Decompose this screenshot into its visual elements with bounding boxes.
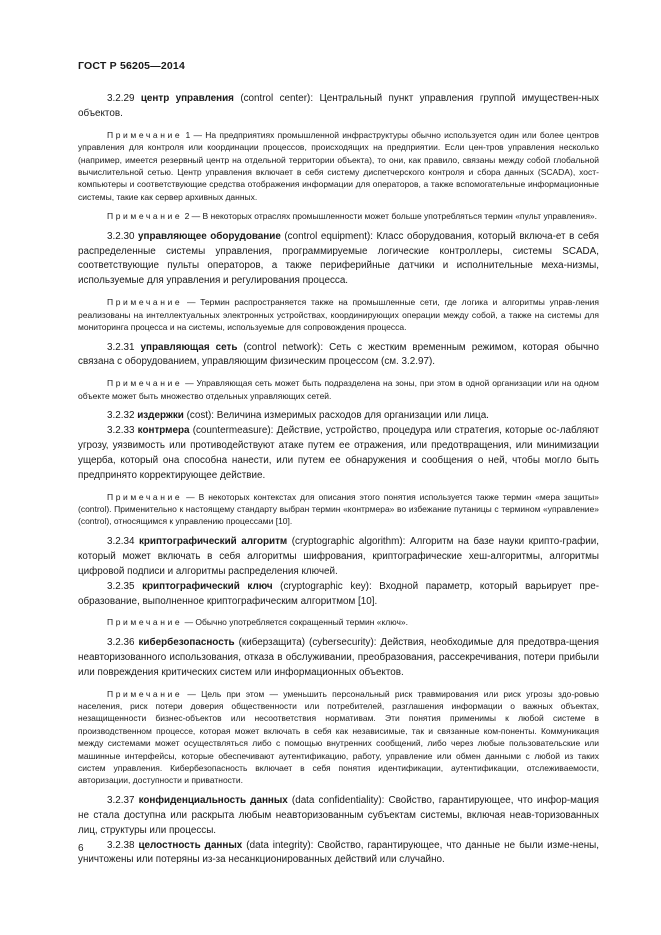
note-paragraph — [78, 129, 599, 203]
term-name: контрмера — [137, 425, 190, 437]
term-definition — [78, 341, 599, 371]
term-name: центр управления — [140, 93, 234, 104]
document-header: ГОСТ Р 56205—2014 — [78, 60, 186, 72]
term-number: 3.2.36 — [107, 636, 139, 648]
note-text: 1 — На предприятиях промышленной инфраструктуры обычно используется один или более центров управления для контроля или координации процессов, происходящих на предприятии. Если цен-тров управления несколько (например, имеется резервный центр на отдельной территории объекта), то они, как правило, связаны между собой глобальной вычислительной сетью. Центр управления включает в себя систему диспетчерского контроля и сбора данных (SCADA), хост-компьютеры и соответствующие средства отображения информации для операторов, а также вспомогательные информационные системы, такие как сервер архивных данных. — [78, 129, 599, 202]
note-label: Примечание — [107, 688, 183, 699]
note-paragraph — [78, 616, 599, 628]
term-number: 3.2.34 — [107, 535, 139, 547]
term-number: 3.2.31 — [107, 341, 141, 353]
note-paragraph — [78, 377, 599, 402]
term-name: криптографический алгоритм — [138, 535, 288, 547]
note-text: — Термин распространяется также на промышленные сети, где логика и алгоритмы управ-ления реализованы на интеллектуальных электронных устройствах, координирующих операции между собой, а также на системы для мониторинга процесса и на системы, используемые для сопровождения процесса. — [78, 297, 599, 333]
term-number: 3.2.30 — [107, 230, 138, 242]
term-number: 3.2.35 — [107, 580, 143, 592]
term-definition — [78, 580, 599, 610]
term-definition — [78, 794, 599, 839]
note-label: Примечание — [107, 378, 183, 389]
note-label: Примечание — [107, 297, 183, 308]
term-text: (control network): Сеть с жестким временным режимом, которая обычно связана с оборудованием, управляющим физическим процессом (см. 3.2.97). — [78, 341, 599, 368]
term-definition — [78, 535, 599, 580]
document-body — [78, 92, 599, 875]
note-label: Примечание — [107, 129, 183, 140]
term-definition — [78, 230, 599, 290]
note-paragraph — [78, 296, 599, 333]
term-number: 3.2.32 — [107, 410, 138, 422]
term-text: (control equipment): Класс оборудования, который включа-ет в себя распределенные системы управления, программируемые логические контроллеры, системы SCADA, соответствующие пульты операторов, а также периферийные датчики и исполнительные меха-низмы, используемые для управления и регулирования процесса. — [78, 230, 599, 287]
term-text: (data confidentiality): Свойство, гарантирующее, что инфор-мация не стала доступна или раскрыта любым неавторизованным субъектам системы, включая неав-торизованных лиц, структуры или процессы. — [78, 794, 599, 836]
term-text: (киберзащита) (cybersecurity): Действия, необходимые для предотвра-щения неавторизованного использования, отказа в обслуживании, преобразования, рассекречивания, потери прибыли или повреждения критических систем или информационных объектов. — [78, 636, 599, 678]
term-text: (cryptographic algorithm): Алгоритм на базе науки крипто-графии, который может включать в себя алгоритмы шифрования, криптографические хеш-алгоритмы, алгоритмы цифровой подписи и алгоритмы распределения ключей. — [78, 535, 600, 577]
term-text: (data integrity): Свойство, гарантирующее, что данные не были изме-нены, уничтожены или потеряны из-за несанкционированных действий или случайно. — [78, 839, 599, 866]
note-paragraph — [78, 491, 599, 528]
note-text: — Обычно употребляется сокращенный термин «ключ». — [182, 617, 408, 628]
note-text: — Управляющая сеть может быть подразделена на зоны, при этом в одной организации или на одном объекте может быть множество отдельных управляющих сетей. — [78, 378, 599, 401]
term-name: целостность данных — [138, 839, 243, 851]
term-text: (control center): Центральный пункт управления группой имуществен-ных объектов. — [78, 93, 599, 119]
note-text: — В некоторых контекстах для описания этого понятия используется также термин «мера защиты» (control). Применительно к настоящему стандарту выбран термин «контрмера» во избежание путаницы с термином «управление» (control), относящимся к управлению процессами [10]. — [78, 491, 599, 527]
term-name: издержки — [137, 410, 184, 422]
term-name: управляющая сеть — [140, 341, 238, 353]
term-name: управляющее оборудование — [138, 230, 281, 242]
page-number: 6 — [78, 843, 84, 854]
term-text: (countermeasure): Действие, устройство, процедура или стратегия, которые ос-лабляют угрозу, уязвимость или противодействуют атаке путем ее отражения, или предотвращения, или минимизации ущерба, который она способна нанести, или путем ее обнаружения и сообщения о ней, чтобы могло быть предпринято корректирующее действие. — [78, 425, 599, 481]
note-paragraph — [78, 688, 599, 787]
term-text: (cost): Величина измеримых расходов для организации или лица. — [183, 410, 489, 422]
term-number: 3.2.33 — [107, 425, 138, 437]
term-name: конфиденциальность данных — [138, 794, 288, 806]
term-name: криптографический ключ — [142, 580, 273, 592]
note-label: Примечание — [107, 491, 183, 502]
term-definition — [78, 636, 599, 681]
note-label: Примечание — [107, 211, 183, 222]
term-number: 3.2.38 — [107, 839, 139, 851]
term-definition — [78, 839, 599, 869]
term-definition — [78, 409, 599, 424]
term-number: 3.2.29 — [107, 93, 141, 104]
term-text: (cryptographic key): Входной параметр, который варьирует пре-образование, выполненное криптографическим алгоритмом [10]. — [78, 580, 600, 607]
term-definition — [78, 424, 599, 484]
note-text: 2 — В некоторых отраслях промышленности может больше употребляться термин «пульт управления». — [182, 211, 598, 222]
term-name: кибербезопасность — [138, 636, 235, 648]
note-paragraph — [78, 210, 599, 222]
term-definition — [78, 92, 599, 122]
note-label: Примечание — [107, 617, 183, 628]
note-text: — Цель при этом — уменьшить персональный риск травмирования или риск угрозы здо-ровью населения, риск потери доверия общественности или потребителей, разглашения информации о важных объектах, незащищенности бизнес-объектов или несоответствия нормативам. Эти понятия применимы к любой системе в производственном процессе, которая может включать в себя как независимые, так и связанные ком-поненты. Коммуникация между системами может осуществляться либо с помощью внутренних сообщений, либо через любые пользовательские или машинные интерфейсы, которые обеспечивают аутентификацию, работу, управление или обмен данными с любой из таких систем управления. Кибербезопасность включает в себя понятия идентификации, аутентификации, отслеживаемости, авторизации, доступности и приватности. — [78, 688, 599, 786]
term-number: 3.2.37 — [107, 794, 139, 806]
